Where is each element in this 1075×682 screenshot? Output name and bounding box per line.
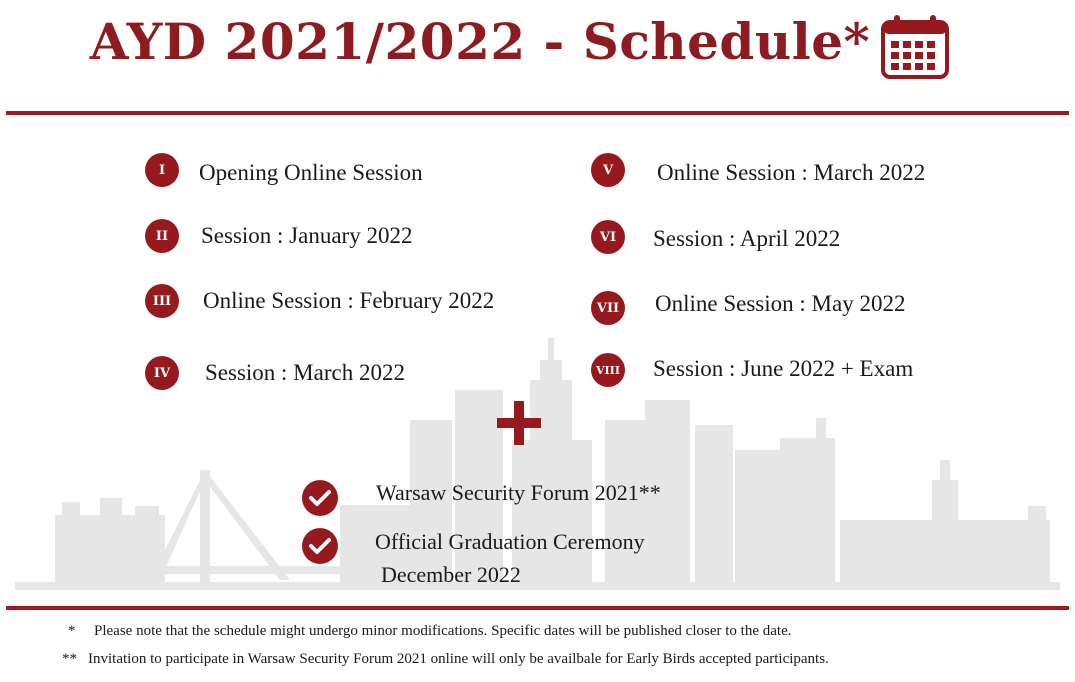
session-badge-8: VIII [591, 353, 625, 387]
session-label-2: Session : January 2022 [201, 223, 413, 248]
session-badge-1: I [145, 153, 179, 187]
session-label-3: Online Session : February 2022 [203, 288, 495, 313]
session-label-5: Online Session : March 2022 [657, 160, 926, 185]
footnote-text-1: Please note that the schedule might undergo minor modifications. Specific dates will be published closer to the date. [94, 623, 792, 639]
session-badge-5: V [591, 153, 625, 187]
session-label-4: Session : March 2022 [205, 360, 405, 385]
session-badge-3: III [145, 284, 179, 318]
session-label-8: Session : June 2022 + Exam [653, 356, 914, 381]
page-title: AYD 2021/2022 - Schedule* [89, 12, 871, 71]
session-label-1: Opening Online Session [199, 160, 423, 185]
footnote-text-2: Invitation to participate in Warsaw Security Forum 2021 online will only be availbale for Early Birds accepted participants. [88, 651, 829, 667]
footnote-mark-2: ** [62, 651, 77, 667]
check-icon [302, 480, 338, 516]
session-badge-4: IV [145, 356, 179, 390]
divider-top [6, 111, 1069, 115]
check-icon [302, 528, 338, 564]
extra-label-2: Official Graduation Ceremony [375, 529, 645, 554]
session-label-7: Online Session : May 2022 [655, 291, 906, 316]
calendar-icon [880, 14, 950, 80]
check-mark-icon [309, 537, 331, 555]
footnote-1 [68, 623, 791, 640]
check-mark-icon [309, 489, 331, 507]
extra-label-2-date: December 2022 [381, 562, 521, 587]
plus-icon [495, 399, 543, 447]
session-badge-2: II [145, 219, 179, 253]
session-label-6: Session : April 2022 [653, 226, 841, 251]
divider-bottom [6, 606, 1069, 610]
footnote-mark-1: * [68, 623, 76, 639]
footnote-2 [62, 651, 829, 668]
session-badge-6: VI [591, 220, 625, 254]
extra-label-1: Warsaw Security Forum 2021** [376, 480, 661, 505]
session-badge-7: VII [591, 291, 625, 325]
